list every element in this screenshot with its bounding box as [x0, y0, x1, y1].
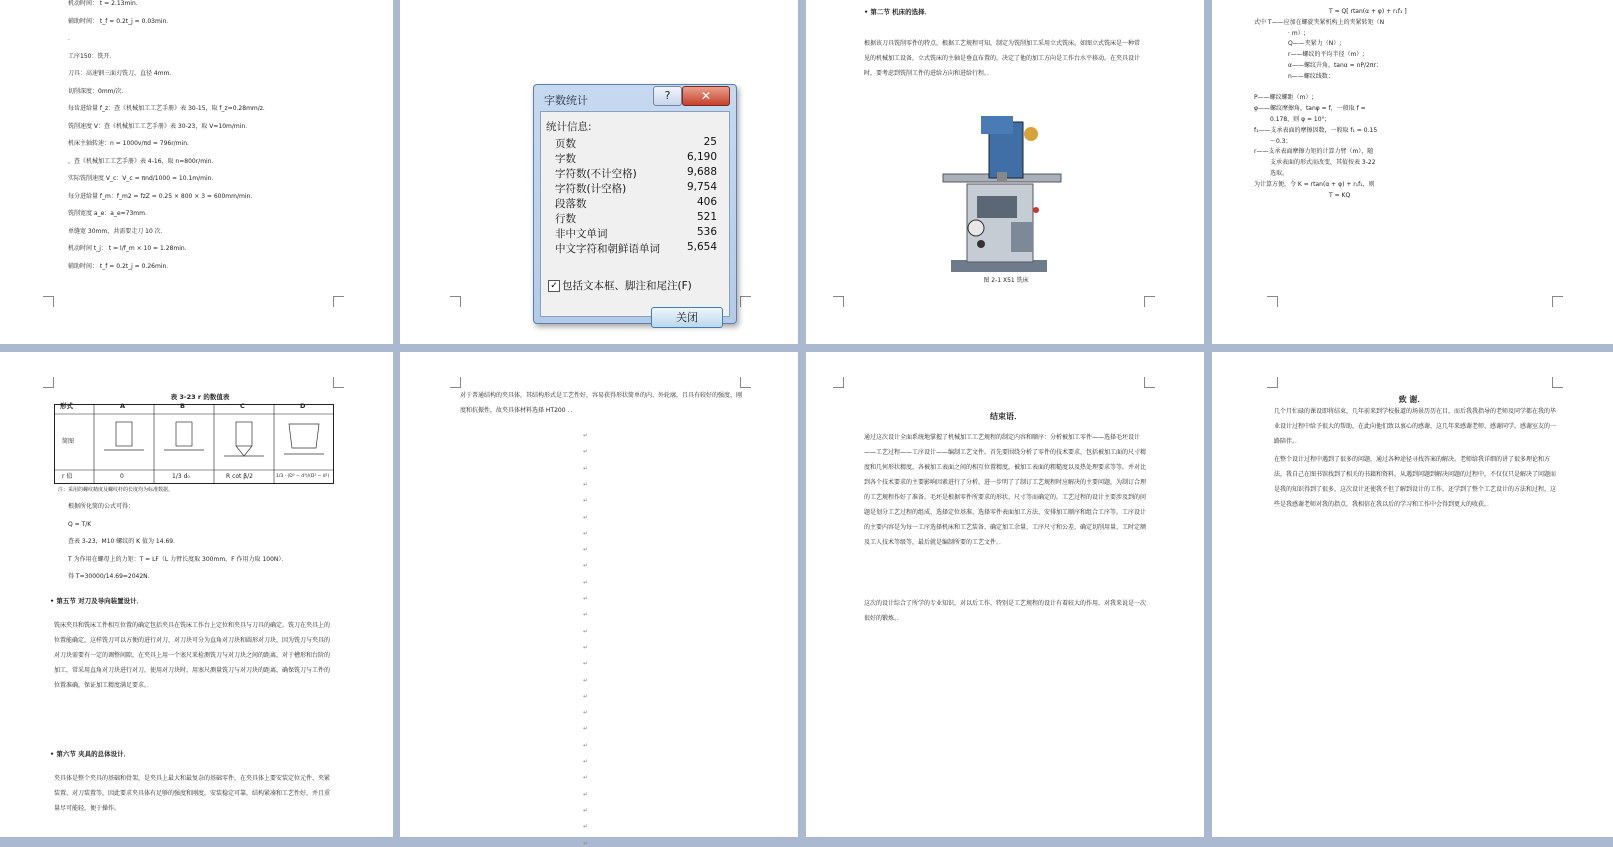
page-corner-mark [450, 377, 461, 388]
paragraph-mark: ↵ [583, 692, 589, 700]
page-corner-mark [833, 377, 844, 388]
close-window-button[interactable] [682, 86, 730, 106]
stat-row [555, 166, 717, 181]
paragraph-mark: ↵ [583, 709, 589, 717]
paragraph-mark: ↵ [583, 578, 589, 586]
text-line: 式中 T——应加在螺旋夹紧机构上的夹紧转矩（N [1254, 18, 1385, 26]
table-header-cell: 形式 [60, 402, 73, 410]
stat-value: 6,190 [686, 151, 717, 163]
text-line: 为计算方便，令 K = rtan(α + φ) + r₁f₁，则 [1254, 180, 1375, 188]
text-line: 根据所化简的公式可得： [68, 503, 135, 510]
stat-value: 536 [696, 226, 717, 238]
text-line: P——螺纹螺距（m）; [1254, 94, 1314, 102]
paragraph-mark: ↵ [583, 790, 589, 798]
stat-row [555, 226, 717, 241]
table-cell: 1/3 · (D³ − d³)/(D² − d²) [276, 474, 330, 479]
help-button[interactable] [653, 86, 682, 106]
page-corner-mark [1267, 296, 1278, 307]
paragraph-mark: ↵ [583, 480, 589, 488]
paragraph-mark: ↵ [583, 432, 589, 439]
section-heading: • 第六节 夹具的总体设计． [50, 750, 131, 758]
paragraph-mark: ↵ [583, 774, 589, 782]
text-line: 查表 3-23，M10 螺纹的 K 值为 14.69． [68, 538, 180, 545]
stat-value: 406 [696, 196, 717, 208]
text-line: 选取。 [1270, 170, 1289, 177]
page-corner-mark [740, 377, 751, 388]
table-header-cell: A [120, 402, 126, 410]
paragraph-mark: ↵ [583, 660, 589, 668]
paragraph-mark: ↵ [583, 839, 589, 847]
document-page-4 [1212, 0, 1613, 344]
word-count-dialog [533, 84, 737, 324]
page-corner-mark [1144, 296, 1155, 307]
text-line: ，查《机械加工工艺手册》表 4-16，取 n=800r/min． [68, 157, 218, 165]
text-line: 铣削宽度 a_e：a_e=73mm． [68, 210, 151, 217]
stat-value: 5,654 [686, 241, 717, 253]
stat-value: 25 [703, 136, 717, 148]
text-line: 机动时间 t_j： t = l/f_m × 10 = 1.28min． [68, 245, 191, 252]
text-line: T 为作用在螺母上的力矩：T = LF（L 力臂长度取 300mm，F 作用力取 100N）． [68, 555, 288, 563]
page-corner-mark [43, 296, 54, 307]
paragraph: 这次的设计综合了所学的专业知识，对以后工作，特别是工艺规程的设计有着较大的作用，对我来说是一次很好的锻炼。． [864, 600, 1147, 622]
close-icon: ✕ [700, 89, 712, 103]
text-line: 得 T=30000/14.69=2042N． [68, 573, 154, 580]
document-page-1 [0, 0, 393, 344]
section-heading: • 第二节 机床的选择． [864, 8, 932, 16]
text-line: f₁——支承表面的摩擦因数，一般取 f₁ = 0.15 [1254, 126, 1378, 134]
milling-machine-image [941, 112, 1071, 280]
paragraph-mark: ↵ [583, 643, 589, 651]
paragraph-mark: ↵ [583, 823, 589, 831]
document-page-5 [0, 352, 393, 837]
table-header-cell: C [240, 402, 245, 410]
paragraph-mark: ↵ [583, 725, 589, 733]
close-button[interactable]: 关闭 [651, 307, 723, 328]
table-cell: 1/3 d₀ [172, 473, 190, 480]
stat-row [555, 136, 717, 151]
paragraph-mark: ↵ [583, 529, 589, 537]
paragraph: 几个月忙碌的课设即将结束，几年前来到学校报道的场景历历在目，而后我我指导的老师及同学都在我的毕业设计过程中给予很大的帮助，在此向他们致以衷心的感谢，这几年来感谢老师、感谢同学、感谢室友的一路陪伴。． [1274, 408, 1557, 445]
page-corner-mark [43, 377, 54, 388]
text-line: 刀具：高速钢三面刃铣刀，直径 4mm． [68, 70, 176, 77]
text-line: n——螺纹线数； [1288, 72, 1334, 80]
page-corner-mark [1267, 377, 1278, 388]
stat-row [555, 196, 717, 211]
table-header-cell: B [180, 402, 185, 410]
paragraph: 铣床夹具和铣床工件相互位置的确定包括夹具在铣床工作台上定位和夹具与刀具的确定。铣刀在夹具上的位置能确定，这样铣刀可以方便的进行对刀，对刀块可分为直角对刀块和圆形对刀块，因为铣刀与夹具的对刀块需要有一定的调整间隙，在夹具上用一个塞尺来检测铣刀与对刀块之间的距离，对于槽形和台阶的加工，常采用直角对刀块进行对刀，使用对刀块时，用塞尺测量铣刀与对刀块的距离，确保铣刀与工件的位置准确，保证加工精度满足要求。． [54, 622, 331, 689]
text-line: Q——夹紧力（N）; [1288, 40, 1342, 48]
paragraph-mark: ↵ [583, 676, 589, 684]
stat-label: 段落数 [555, 198, 587, 210]
paragraph-mark: ↵ [583, 595, 589, 602]
paragraph-mark: ↵ [583, 464, 589, 472]
text-line: 辅助时间： t_f = 0.2t_j = 0.03min． [68, 17, 173, 25]
document-page-6 [400, 352, 798, 847]
table-row-label: 简图 [62, 438, 75, 445]
page-corner-mark [833, 296, 844, 307]
page-corner-mark [333, 296, 344, 307]
document-page-3 [806, 0, 1204, 344]
conclusion-title: 结束语． [990, 412, 1022, 421]
text-line: 每分进给量 f_m：f_m2 = fzZ = 0.25 × 800 × 3 = 600mm/min． [68, 192, 257, 200]
stat-value: 9,754 [686, 181, 717, 193]
paragraph-mark: ↵ [583, 758, 589, 765]
stat-label: 字符数(计空格) [555, 183, 627, 195]
paragraph: 通过这次设计全面系统地掌握了机械加工工艺规程的制定内容和顺序：分析被加工零件——选择毛坯设计——工艺过程——工序设计——编制工艺文件。首先要围绕分析了零件的技术要求，包括被加工面的尺寸精度和几何形状精度，各被加工表面之间的相互位置精度，被加工表面的粗糙度以及热处理要求等等。并对比到各个技术要求的主要影响因素进行了分析，进一步明了了制订工艺规程时应解决的主要问题，为制订合理的工艺规程作好了准备。毛坯是根据零件所要求的形状、尺寸等而确定的。工艺过程的设计主要涉及到的问题是划分工艺过程的组成、选择定位基准、选择零件表面加工方法、安排加工顺序和组合工序等。工序设计的主要内容是为每一工序选择机床和工艺装备、确定加工余量、工序尺寸和公差、确定切削用量、工时定额及工人技术等级等，最后就是编制所要的工艺文件。． [864, 434, 1147, 546]
text-line: 机动时间： t = 2.13min． [68, 0, 142, 7]
statistics-section-label: 统计信息: [546, 121, 592, 133]
document-page-8 [1212, 352, 1613, 837]
paragraph-mark: ↵ [583, 546, 589, 554]
paragraph: 夹具体是整个夹具的基础和骨架，是夹具上最大和最复杂的基础零件，在夹具体上要安装定位元件、夹紧装置、对刀装置等，因此要求夹具体有足够的强度和刚度，安装稳定可靠，结构紧凑和工艺性好，并且重量尽可能轻，便于操作。 [54, 775, 331, 812]
text-line: 辅助时间： t_f = 0.2t_j = 0.26min． [68, 262, 173, 270]
stat-value: 9,688 [686, 166, 717, 178]
page-corner-mark [740, 296, 751, 307]
stat-row [555, 211, 717, 226]
text-line: T = KQ [1329, 191, 1351, 199]
table-note: 注：采用的螺纹精度及螺纹杆的长度均为标准数据。 [58, 487, 174, 493]
page-corner-mark [450, 296, 461, 307]
stat-row [555, 181, 717, 196]
text-line: 工序150：铣开． [68, 52, 116, 60]
page-corner-mark [1552, 296, 1563, 307]
help-icon: ? [664, 89, 671, 102]
text-line: 实际铣削速度 V_c：V_c = πnd/1000 = 10.1m/min． [68, 175, 218, 182]
text-line: 机床主轴转速：n = 1000v/πd = 796r/min． [68, 140, 194, 147]
table-header-cell: D [300, 402, 306, 410]
paragraph-mark: ↵ [583, 627, 589, 635]
table-cell: R cot β/2 [226, 473, 253, 480]
paragraph-mark: ↵ [583, 741, 589, 749]
stat-label: 页数 [555, 138, 576, 150]
paragraph-mark: ↵ [583, 448, 589, 456]
page-corner-mark [333, 377, 344, 388]
stat-row [555, 241, 717, 256]
page-corner-mark [1144, 377, 1155, 388]
stat-row [555, 151, 717, 166]
text-line: 支承表面的形式而改变，其值按表 3-22 [1270, 159, 1376, 167]
text-line: 切削深度：0mm/次． [68, 87, 128, 95]
stat-label: 字数 [555, 153, 576, 165]
include-textboxes-checkbox[interactable]: ✓ [548, 280, 560, 292]
text-line: ～0.3； [1270, 137, 1292, 145]
paragraph-mark: ↵ [583, 562, 589, 570]
text-line: 0.178，则 φ = 10°; [1270, 116, 1327, 123]
paragraph-mark: ↵ [583, 611, 589, 619]
stat-label: 行数 [555, 213, 576, 225]
acknowledgement-title: 致 谢． [1398, 395, 1426, 404]
text-line: φ——螺纹摩擦角，tanφ = f，一般取 f = [1254, 105, 1366, 113]
stat-label: 中文字符和朝鲜语单词 [555, 243, 660, 255]
table-row-label: r 值 [62, 473, 73, 480]
table-title: 表 3-23 r 的数值表 [170, 393, 230, 401]
figure-caption: 图 2-1 X51 铣床 [983, 277, 1029, 284]
text-line: r——支承表面摩擦力矩的计算力臂（m），随 [1254, 148, 1374, 156]
text-line: r——螺纹的平均半径（m）; [1288, 51, 1365, 59]
dialog-body [540, 111, 730, 324]
text-line: 每齿进给量 f_z：查《机械加工工艺手册》表 30-15，取 f_z=0.28mm/z． [68, 105, 269, 112]
include-textboxes-label[interactable]: 包括文本框、脚注和尾注(F) [562, 280, 692, 292]
text-line: 单缝宽 30mm，共需要走刀 10 次． [68, 227, 167, 235]
paragraph-mark: ↵ [583, 497, 589, 505]
stat-label: 字符数(不计空格) [555, 168, 637, 180]
paragraph: 根据该刀具铣削零件的特点，根据工艺规程可知，制定为铣削加工采用立式铣床。如图立式铣床是一种常见的机械加工设备，立式铣床的主轴是垂直布置的，决定了他的加工方向是工作台水平移动。在夹具设计时，要考虑到铣削工件的进给方向和进给行程。． [864, 40, 1141, 77]
stat-label: 非中文单词 [555, 228, 608, 240]
text-line: T = Q[ rtan(α + φ) + r₁f₁ ] [1329, 8, 1407, 15]
text-line: Q = T/K [68, 520, 92, 528]
section-heading: • 第五节 对刀及导向装置设计． [50, 597, 144, 605]
paragraph-mark: ↵ [583, 806, 589, 814]
text-line: α——螺纹升角，tanα = nP/2πr； [1288, 62, 1382, 69]
dialog-title: 字数统计 [544, 94, 588, 107]
text-line: ． [68, 35, 75, 42]
paragraph-mark: ↵ [583, 513, 589, 521]
text-line: · m）; [1288, 29, 1306, 37]
document-page-7 [806, 352, 1204, 837]
stat-value: 521 [696, 211, 717, 223]
paragraph: 在整个设计过程中遇到了很多的问题，通过各种途径寻找答案的解决。老师给我详细的讲了很多理论和方法，我自己在图书馆找到了相关的书籍和资料，从遇到问题到解决问题的过程中，不仅仅只是解决了问题而是我的知识得到了很多，这次设计还使我不但了解到设计的工作，还学到了整个工艺设计的方法和过程，这些是我感谢老师对我的指点，我相信在我以后的学习和工作中会得到更大的收获。． [1274, 456, 1557, 508]
text-line: 铣削速度 V：查《机械加工工艺手册》表 30-23，取 V=10m/min． [68, 122, 252, 130]
table-cell: 0 [120, 473, 124, 480]
page-corner-mark [1552, 377, 1563, 388]
paragraph: 对于普通结构的夹具体，其结构形式是工艺性好，容易获得形状简单的内、外轮廓，且具有较好的强度、刚度和抗振性，故夹具体材料选择 HT200 ．． [460, 392, 743, 414]
